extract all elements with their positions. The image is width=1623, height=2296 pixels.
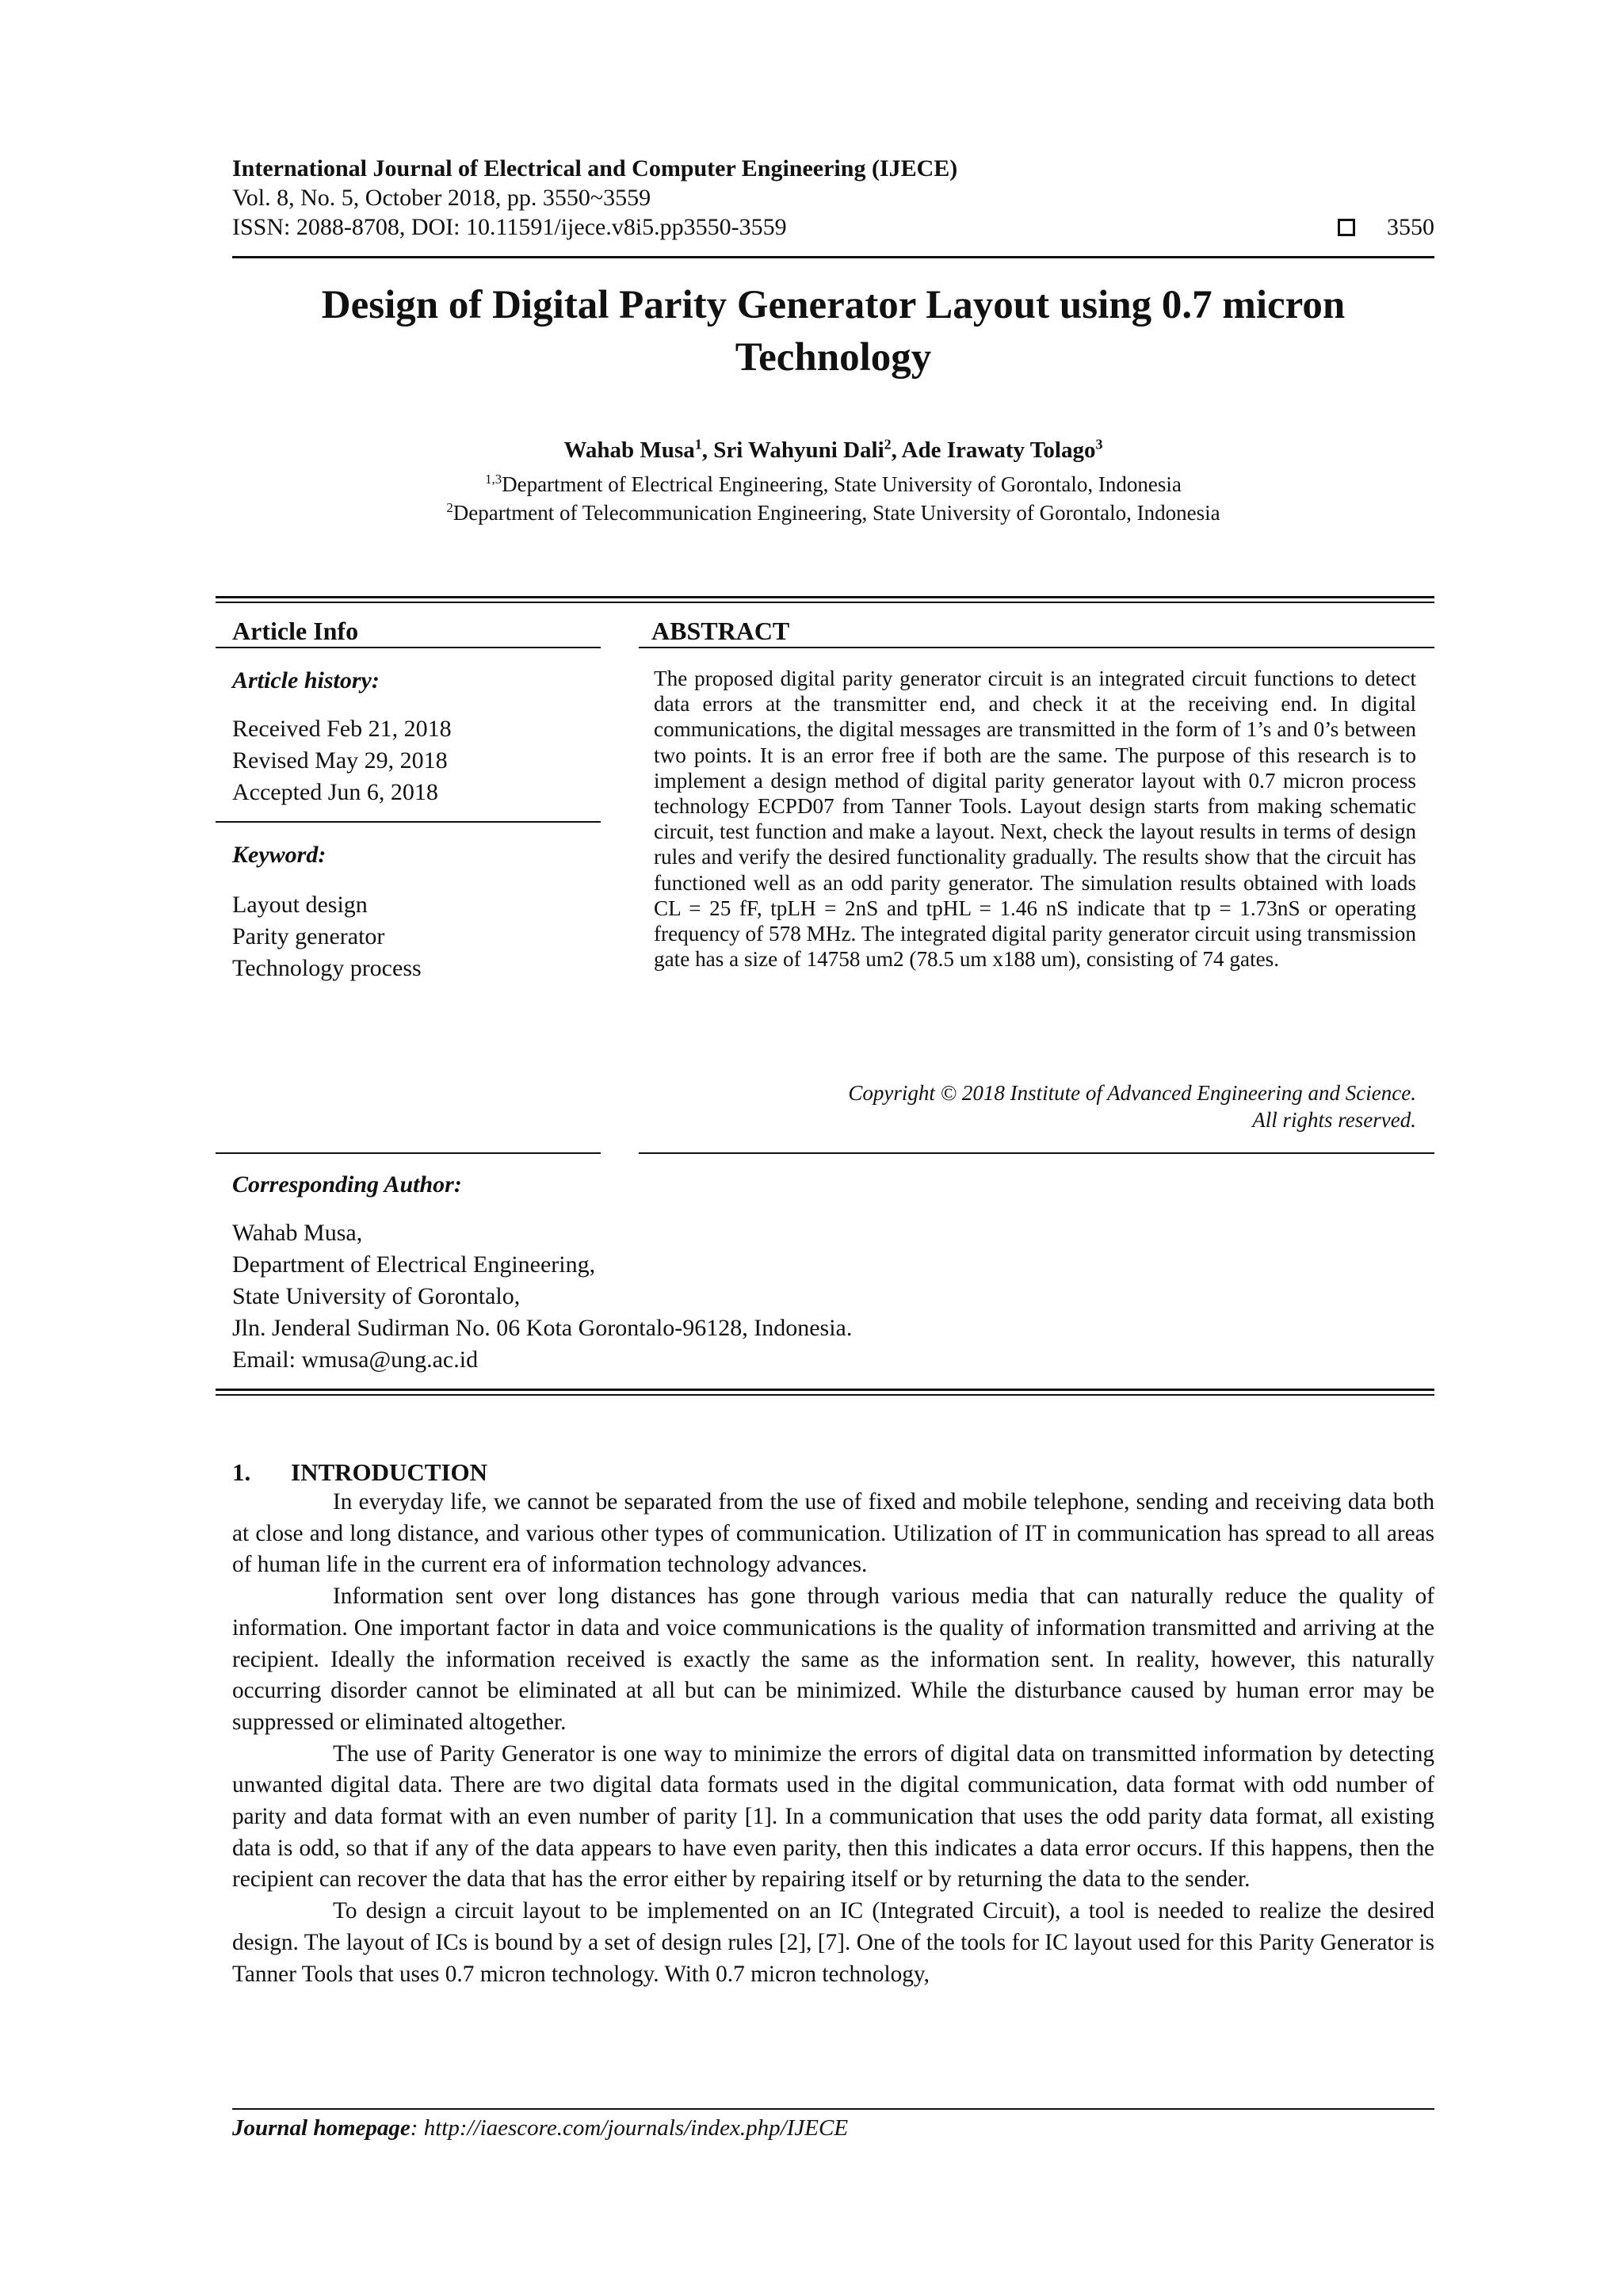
article-info-rule [216, 647, 601, 648]
header-rule [232, 256, 1434, 258]
affiliation-2: $^2$Department of Telecommunication Engineering, State University of Gorontalo, Indonesia [446, 500, 1220, 525]
corresponding-department: Department of Electrical Engineering, [232, 1251, 596, 1278]
page-number: 3550 [1387, 214, 1434, 240]
section-number: 1. [232, 1458, 251, 1486]
corresponding-name: Wahab Musa, [232, 1220, 363, 1246]
paragraph: The use of Parity Generator is one way to minimize the errors of digital data on transmitted information by detecting unwanted digital data. There are two digital data formats used in the digital communication, data format with odd number of parity and data format with an even number of parity [1]. In a communication that uses the odd parity data format, all existing data is odd, so that if any of the data appears to have even parity, then this indicates a data error occurs. If this happens, then the recipient can recover the data that has the error either by repairing itself or by returning the data to the sender. [232, 1740, 1434, 1893]
keyword-item: Layout design [232, 892, 368, 918]
paragraph: Information sent over long distances has gone through various media that can naturally reduce the quality of information. One important factor in data and voice communications is the quality of information transmitted and arriving at the recipient. Ideally the information received is exactly the same as the information sent. In reality, however, this naturally occurring disorder cannot be eliminated at all but can be minimized. While the disturbance caused by human error may be suppressed or eliminated altogether. [232, 1584, 1434, 1735]
article-info-heading: Article Info [232, 617, 359, 645]
journal-name: International Journal of Electrical and Computer Engineering (IJECE) [232, 155, 958, 181]
article-history-heading: Article history: [232, 667, 380, 693]
info-end-rule [216, 1389, 1434, 1391]
paragraph: To design a circuit layout to be implemented on an IC (Integrated Circuit), a tool is needed to realize the desired design. The layout of ICs is bound by a set of design rules [2], [7]. One of the tools for IC layout used for this Parity Generator is Tanner Tools that uses 0.7 micron technology. With 0.7 micron technology, [232, 1898, 1434, 1987]
running-header [232, 154, 1434, 242]
keyword-rule [216, 821, 601, 823]
issn-doi: ISSN: 2088-8708, DOI: 10.11591/ijece.v8i5.pp3550-3559 [232, 214, 787, 240]
square-box-icon [1338, 219, 1355, 236]
keyword-heading: Keyword: [232, 842, 327, 868]
affiliation-1: $^{1,3}$Department of Electrical Engineering, State University of Gorontalo, Indonesia [485, 472, 1182, 496]
info-end-rule-inner [216, 1394, 1434, 1396]
keyword-item: Technology process [232, 955, 422, 981]
author-3: Ade Irawaty Tolago$^3$ [901, 436, 1103, 463]
copyright-notice: Copyright © 2018 Institute of Advanced Engineering and Science. All rights reserved. [848, 1081, 1416, 1132]
issn-row [232, 212, 1434, 242]
corresponding-author-heading: Corresponding Author: [232, 1171, 462, 1198]
paper-title [232, 279, 1434, 384]
section-heading [232, 1457, 487, 1488]
keyword-item: Parity generator [232, 923, 385, 949]
abstract-rule [639, 647, 1434, 648]
info-top-rule-inner [216, 602, 1434, 603]
title-line-1: Design of Digital Parity Generator Layout using 0.7 micron [321, 283, 1346, 327]
introduction-body [232, 1487, 1434, 1990]
title-line-2: Technology [735, 335, 932, 380]
corresponding-email: Email: wmusa@ung.ac.id [232, 1347, 479, 1373]
paragraph: In everyday life, we cannot be separated from the use of fixed and mobile telephone, sending and receiving data both at close and long distance, and various other types of communication. Utilization of IT in communication has spread to all areas of human life in the current era of information technology advances. [232, 1489, 1434, 1578]
accepted-date: Accepted Jun 6, 2018 [232, 779, 438, 805]
corresponding-author-details [232, 1217, 852, 1376]
footer-rule [232, 2108, 1434, 2110]
abstract-heading: ABSTRACT [651, 617, 790, 645]
volume-info: Vol. 8, No. 5, October 2018, pp. 3550~3559 [232, 185, 651, 211]
article-history [232, 713, 452, 808]
corresponding-address: Jln. Jenderal Sudirman No. 06 Kota Gorontalo-96128, Indonesia. [232, 1315, 853, 1341]
footer-label: Journal homepage [232, 2115, 411, 2141]
author-1: Wahab Musa$^1$, [563, 436, 714, 463]
author-list [232, 436, 1434, 464]
info-bottom-rule-right [639, 1152, 1434, 1154]
abstract-text: The proposed digital parity generator circuit is an integrated circuit functions to detect data errors at the transmitter end, and check it at the receiving end. In digital communications, the digital messages are transmitted in the form of 1’s and 0’s between two points. It is an error free if both are the same. The purpose of this research is to implement a design method of digital parity generator layout with 0.7 micron process technology ECPD07 from Tanner Tools. Layout design starts from making schematic circuit, test function and make a layout. Next, check the layout results in terms of design rules and verify the desired functionality gradually. The results show that the circuit has functioned well as an odd parity generator. The simulation results obtained with loads CL = 25 fF, tpLH = 2nS and tpHL = 1.46 nS indicate that tp = 1.73nS or operating frequency of 578 MHz. The integrated digital parity generator circuit using transmission gate has a size of 14758 um2 (78.5 um x188 um), consisting of 74 gates. [654, 667, 1416, 972]
page-number-group [1338, 212, 1434, 242]
received-date: Received Feb 21, 2018 [232, 716, 452, 742]
info-top-rule [216, 596, 1434, 598]
section-title: INTRODUCTION [291, 1458, 488, 1486]
keyword-list [232, 889, 422, 984]
author-2: Sri Wahyuni Dali$^2$, [713, 436, 902, 463]
revised-date: Revised May 29, 2018 [232, 747, 448, 774]
journal-homepage-link[interactable]: http://iaescore.com/journals/index.php/IJECE [423, 2115, 849, 2141]
corresponding-university: State University of Gorontalo, [232, 1283, 521, 1309]
info-bottom-rule-left [216, 1152, 601, 1154]
journal-homepage-footer: Journal homepage: http://iaescore.com/journals/index.php/IJECE [232, 2115, 849, 2141]
